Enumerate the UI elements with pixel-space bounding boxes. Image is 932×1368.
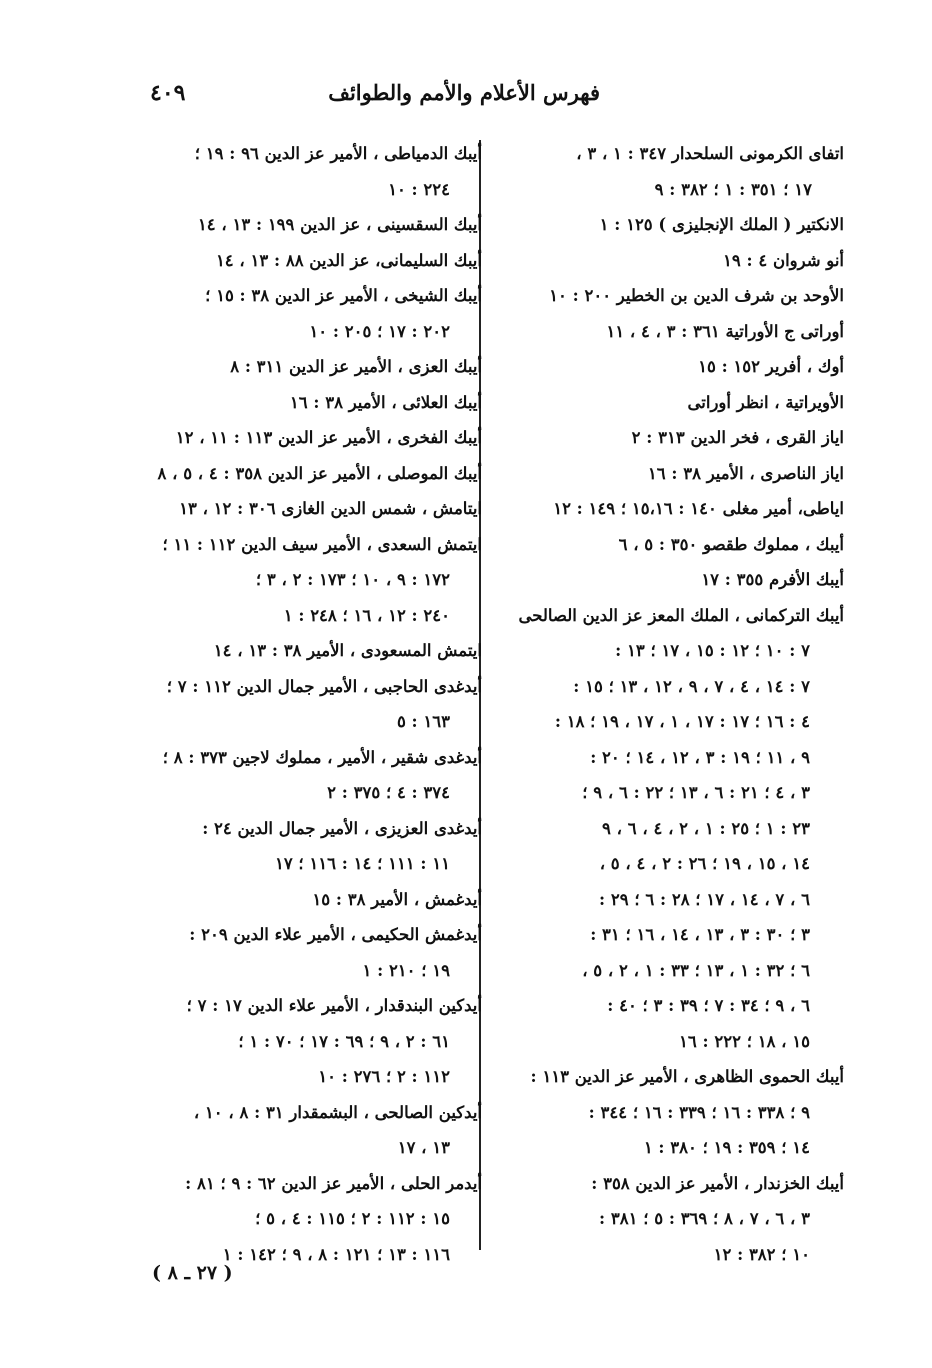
index-entry-continuation: ١٩ ؛ ٢١٠ : ١ bbox=[362, 960, 450, 980]
index-entry: أيدغدى العزيزى ، الأمير جمال الدين ٢٤ : bbox=[202, 818, 482, 838]
index-entry-continuation: ١١ : ١١١ ؛ ١٤ : ١١٦ ؛ ١٧ bbox=[274, 854, 450, 873]
index-entry-continuation: ٢٠٢ : ١٧ ؛ ٢٠٥ : ١٠ bbox=[309, 321, 450, 341]
page-title: فهرس الأعلام والأمم والطوائف bbox=[328, 80, 600, 105]
index-entry: ايتمش السعدى ، الأمير سيف الدين ١١٢ : ١١ ؛ bbox=[162, 534, 482, 554]
index-entry: اتفاى الكرمونى السلحدار ٣٤٧ : ١ ، ٣ ، bbox=[576, 144, 844, 163]
index-entry: اياز القرى ، فخر الدين ٣١٣ : ٢ bbox=[631, 428, 844, 447]
index-entry-continuation: ٩ ، ١١ ؛ ١٩ : ٣ ، ١٢ ، ١٤ ؛ ٢٠ : bbox=[590, 747, 810, 767]
index-entry: الانكتير ( الملك الإنجليزى ) ١٢٥ : ١ bbox=[599, 215, 844, 234]
index-entry-continuation: ١٥ ، ١٨ ؛ ٢٢٢ : ١٦ bbox=[679, 1031, 810, 1051]
index-entry-continuation: ١٤ ؛ ٣٥٩ : ١٩ ؛ ٣٨٠ : ١ bbox=[643, 1138, 810, 1157]
printer-signature-mark: ( ٢٧ ـ ٨ ) bbox=[152, 1262, 233, 1284]
index-entry: أوك ، أفرير ١٥٢ : ١٥ bbox=[698, 357, 844, 376]
index-entry: أيبك الدمياطى ، الأمير عز الدين ٩٦ : ١٩ ؛ bbox=[194, 144, 482, 163]
index-entry: اياز الناصرى ، الأمير ٣٨ : ١٦ bbox=[647, 463, 844, 483]
index-entry-continuation: ٣ ، ٦ ، ٧ ، ٨ ؛ ٣٦٩ : ٥ ؛ ٣٨١ : bbox=[599, 1209, 810, 1228]
index-entry-continuation: ١٤ ، ١٥ ، ١٩ ؛ ٢٦ : ٢ ، ٤ ، ٥ ، bbox=[599, 854, 810, 873]
index-entry-continuation: ٣ ؛ ٣٠ : ٣ ، ١٣ ، ١٤ ، ١٦ ؛ ٣١ : bbox=[590, 925, 810, 944]
index-entry-continuation: ٦ ؛ ٣٢ : ١ ، ١٣ ؛ ٣٣ : ١ ، ٢ ، ٥ ، bbox=[582, 960, 810, 980]
index-entry: الأوحد بن شرف الدين بن الخطير ٢٠٠ : ١٠ bbox=[549, 286, 844, 305]
index-entry: اياطى، أمير مغلى ١٤٠ : ١٥،١٦ ؛ ١٤٩ : ١٢ bbox=[553, 499, 844, 518]
page-number: ٤٠٩ bbox=[150, 80, 186, 106]
index-entry-continuation: ٢٤٠ : ١٢ ، ١٦ ؛ ٢٤٨ : ١ bbox=[283, 605, 450, 625]
index-column-left bbox=[132, 136, 482, 1272]
index-entry: ايتمش المسعودى ، الأمير ٣٨ : ١٣ ، ١٤ bbox=[213, 641, 482, 660]
index-entry-continuation: ١٧ ؛ ٣٥١ : ١ ؛ ٣٨٢ : ٩ bbox=[654, 179, 812, 199]
index-entry: أوراتى ج الأوراتية ٣٦١ : ٣ ، ٤ ، ١١ bbox=[606, 321, 844, 341]
index-entry: أيبك الخزندار ، الأمير عز الدين ٣٥٨ : bbox=[591, 1173, 844, 1193]
index-entry-continuation: ١٦٣ : ٥ bbox=[396, 712, 450, 731]
index-entry: أيبك الأفرم ٣٥٥ : ١٧ bbox=[701, 570, 844, 589]
index-entry-continuation: ١٧٢ : ٩ ، ١٠ ؛ ١٧٣ : ٢ ، ٣ ؛ bbox=[255, 570, 450, 589]
index-entry: أيدغمش الحكيمى ، الأمير علاء الدين ٢٠٩ : bbox=[189, 925, 482, 944]
index-entry-continuation: ٣٧٤ : ٤ ؛ ٣٧٥ : ٢ bbox=[327, 783, 450, 802]
index-entry: أيدغمش ، الأمير ٣٨ : ١٥ bbox=[312, 889, 482, 909]
index-entry: أيبك الحموى الظاهرى ، الأمير عز الدين ١١٣ : bbox=[530, 1067, 844, 1086]
index-entry: أيبك السقسينى ، عز الدين ١٩٩ : ١٣ ، ١٤ bbox=[197, 215, 482, 234]
index-entry: أيبك التركمانى ، الملك المعز عز الدين الصالحى bbox=[518, 605, 844, 625]
index-entry: أيبك العلائى ، الأمير ٣٨ : ١٦ bbox=[289, 392, 482, 412]
index-entry-continuation: ٢٣ : ١ ؛ ٢٥ : ١ ، ٢ ، ٤ ، ٦ ، ٩ bbox=[602, 818, 810, 838]
index-entry-continuation: ١١٦ : ١٣ ؛ ١٢١ : ٨ ، ٩ ؛ ١٤٢ : ١ bbox=[222, 1244, 450, 1264]
index-entry-continuation: ١٠ ؛ ٣٨٢ : ١٢ bbox=[713, 1244, 810, 1264]
index-entry: ايتامش ، شمس الدين الغازى ٣٠٦ : ١٢ ، ١٣ bbox=[179, 499, 482, 518]
index-entry-continuation: ١٥ : ١١٢ : ٢ ؛ ١١٥ : ٤ ، ٥ ؛ bbox=[255, 1209, 450, 1228]
index-entry-continuation: ٧ : ١٤ ، ٤ ، ٧ ، ٩ ، ١٢ ، ١٣ ؛ ١٥ : bbox=[573, 676, 810, 696]
index-entry: أيبك الفخرى ، الأمير عز الدين ١١٣ : ١١ ، ١٢ bbox=[175, 428, 482, 447]
index-entry-continuation: ٧ : ١٠ ؛ ١٢ : ١٥ ، ١٧ ؛ ١٣ : bbox=[615, 641, 810, 660]
index-entry-continuation: ٦ ، ٧ ، ١٤ ، ١٧ ؛ ٢٨ : ٦ ؛ ٢٩ : bbox=[599, 889, 810, 909]
index-entry: أيدغدى شقير ، الأمير ، مملوك لاجين ٣٧٣ : ٨ ؛ bbox=[162, 747, 482, 767]
index-entry: أيبك السليمانى، عز الدين ٨٨ : ١٣ ، ١٤ bbox=[215, 250, 482, 270]
index-entry: أنو شروان ٤ : ١٩ bbox=[723, 250, 844, 270]
index-entry: أيبك الشيخى ، الأمير عز الدين ٣٨ : ١٥ ؛ bbox=[205, 286, 482, 305]
index-entry-continuation: ٩ ؛ ٣٣٨ : ١٦ ؛ ٣٣٩ : ١٦ ؛ ٣٤٤ : bbox=[588, 1102, 810, 1122]
index-entry: أيدكين الصالحى ، البشمقدار ٣١ : ٨ ، ١٠ ، bbox=[193, 1102, 482, 1122]
page-header bbox=[150, 80, 850, 120]
index-entry: الأويراتية ، انظر أوراتى bbox=[687, 392, 844, 412]
index-entry: أيدغدى الحاجبى ، الأمير جمال الدين ١١٢ : ٧ ؛ bbox=[166, 676, 482, 696]
index-entry-continuation: ٦ ، ٩ ؛ ٣٤ : ٧ ؛ ٣٩ : ٣ ؛ ٤٠ : bbox=[607, 996, 810, 1015]
index-entry: أيبك العزى ، الأمير عز الدين ٣١١ : ٨ bbox=[230, 357, 482, 376]
index-column-right bbox=[499, 136, 844, 1272]
index-entry: أيبك ، مملوك طقصو ٣٥٠ : ٥ ، ٦ bbox=[618, 534, 844, 554]
index-entry-continuation: ٢٢٤ : ١٠ bbox=[388, 179, 450, 199]
index-entry-continuation: ٦١ : ٢ ، ٩ ؛ ٦٩ : ١٧ ؛ ٧٠ : ١ ؛ bbox=[238, 1031, 450, 1051]
index-entry-continuation: ٤ : ١٦ ؛ ١٧ : ١٧ ، ١ ، ١٧ ، ١٩ ؛ ١٨ : bbox=[554, 712, 810, 731]
index-entry: أيبك الموصلى ، الأمير عز الدين ٣٥٨ : ٤ ، ٥ ، ٨ bbox=[157, 463, 482, 483]
index-entry-continuation: ٣ ، ٤ ؛ ٢١ : ٦ ، ١٣ ؛ ٢٢ : ٦ ، ٩ ؛ bbox=[582, 783, 810, 802]
index-entry: أيدكين البندقدار ، الأمير علاء الدين ١٧ : ٧ ؛ bbox=[186, 996, 482, 1015]
index-entry-continuation: ١٣ ، ١٧ bbox=[397, 1138, 450, 1157]
index-entry: أيدمر الحلى ، الأمير عز الدين ٦٢ : ٩ ؛ ٨١ : bbox=[185, 1173, 482, 1193]
index-entry-continuation: ١١٢ : ٢ ؛ ٢٧٦ : ١٠ bbox=[318, 1067, 450, 1086]
